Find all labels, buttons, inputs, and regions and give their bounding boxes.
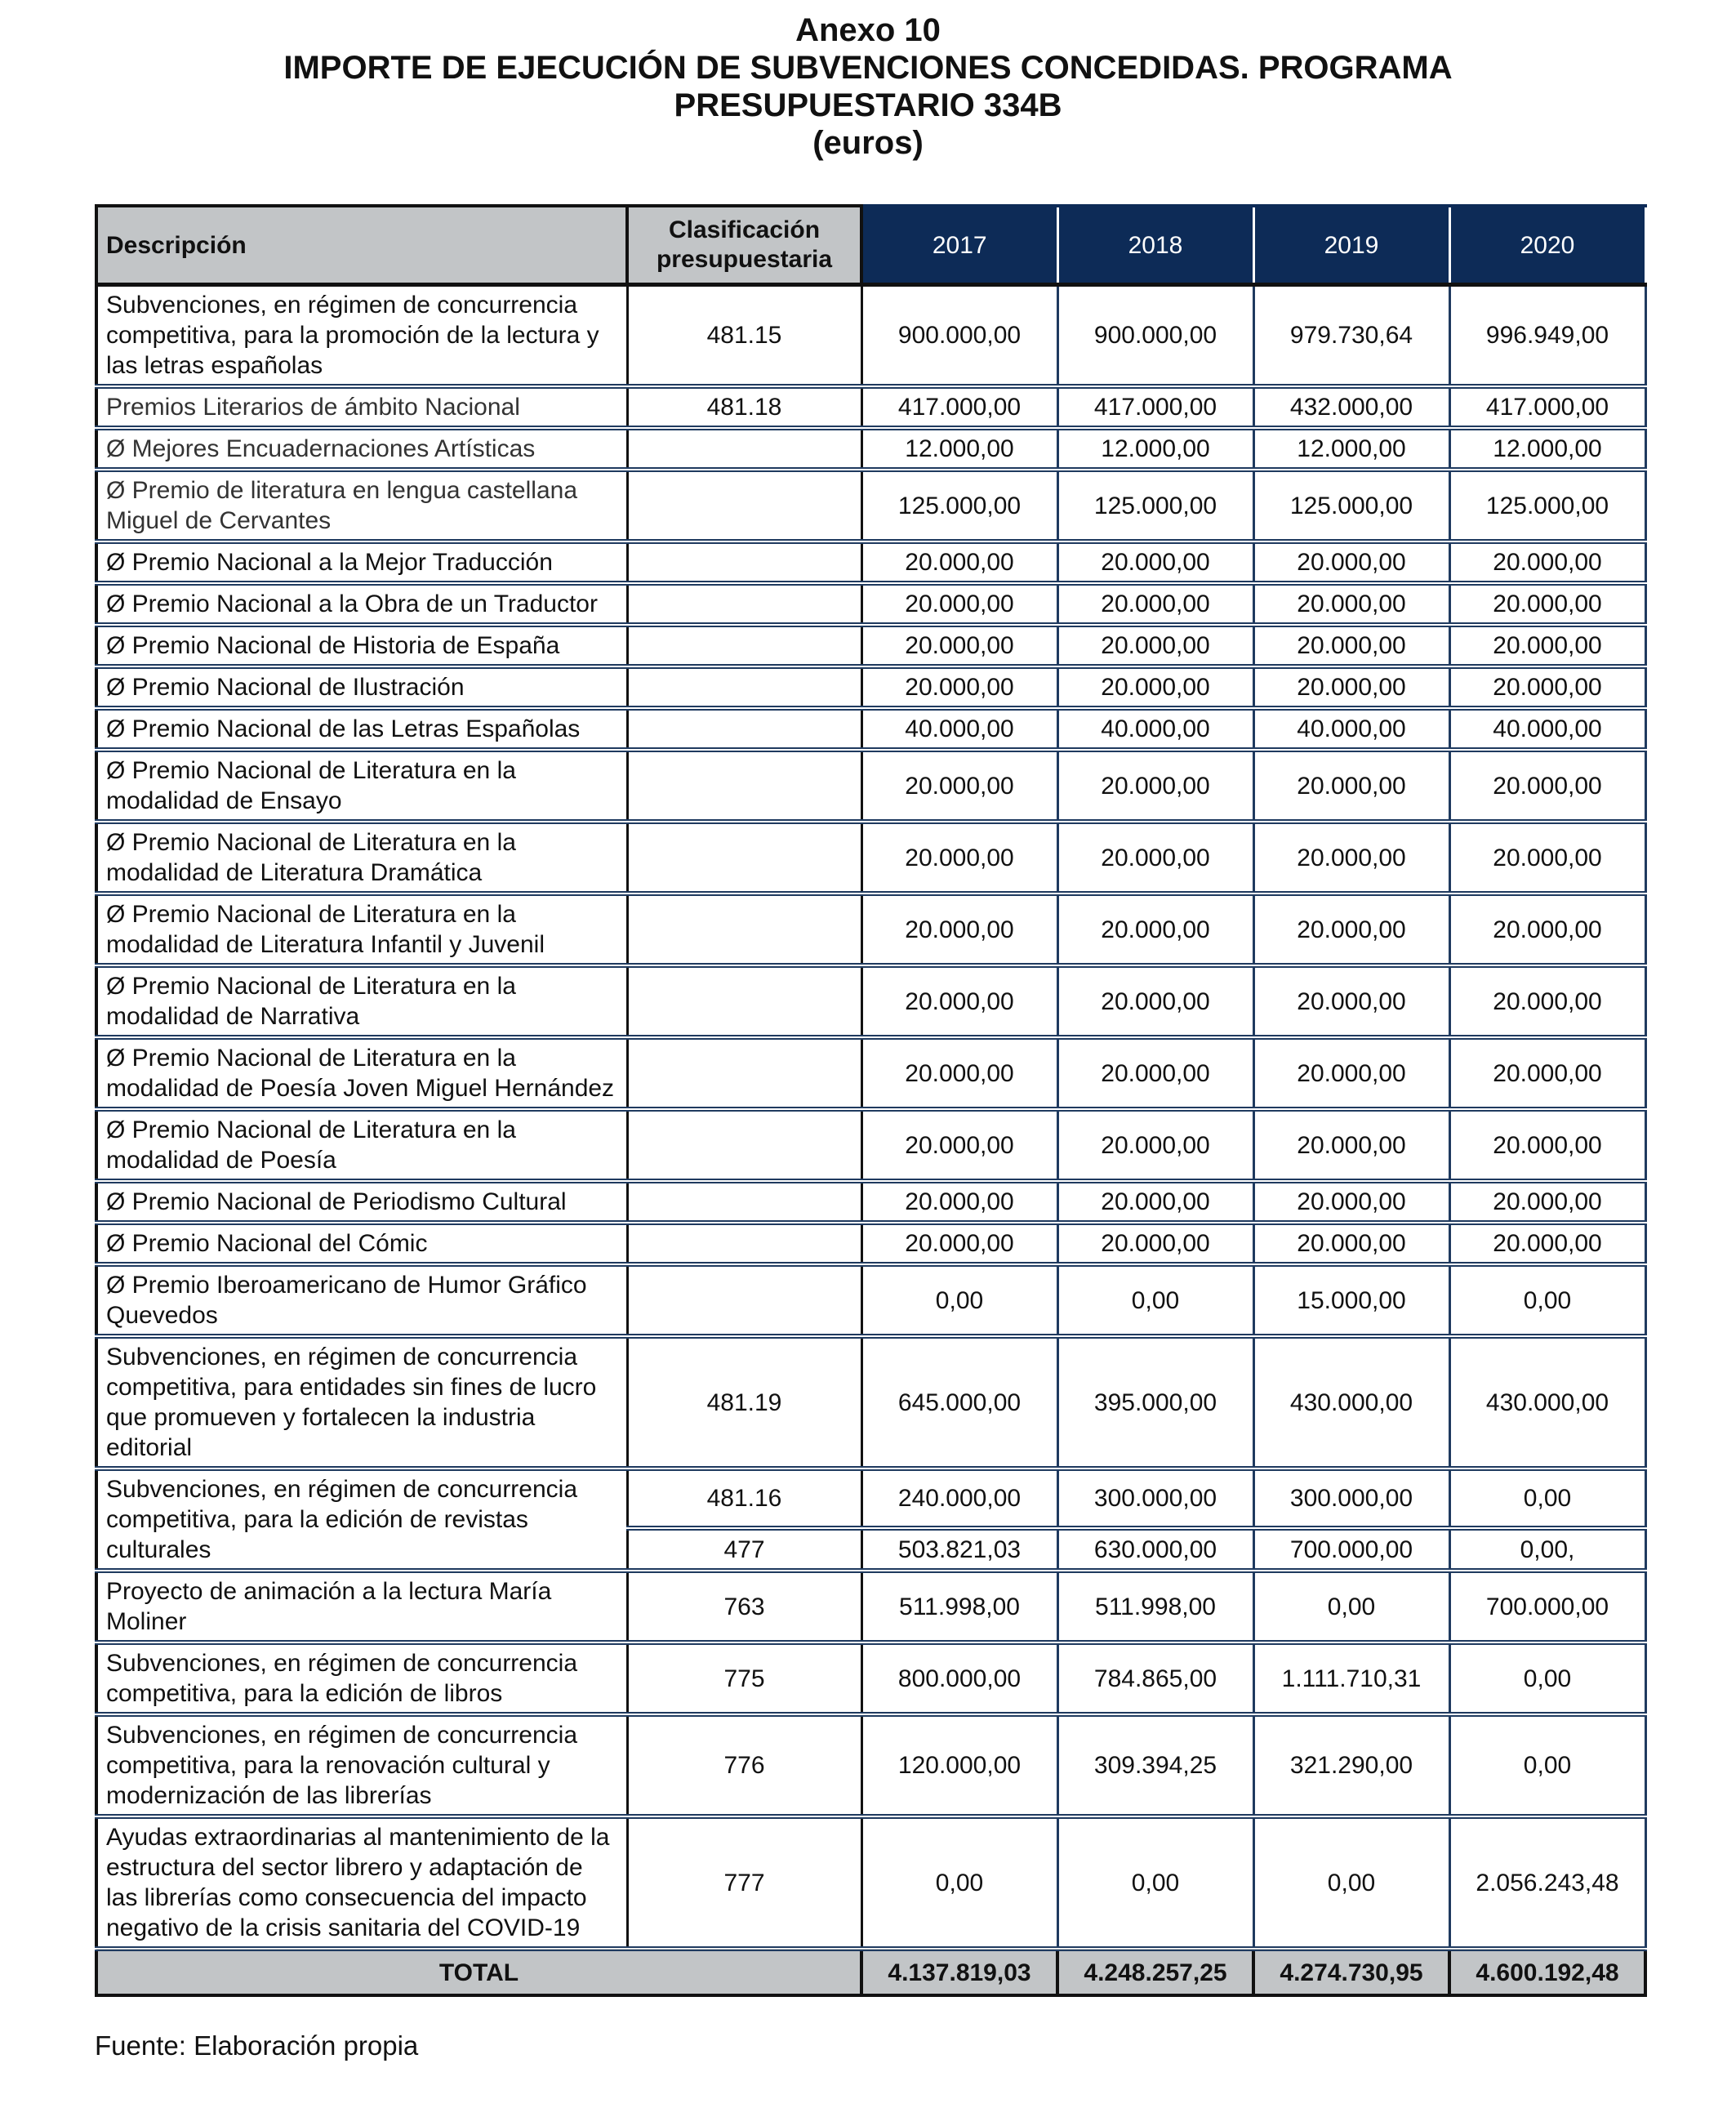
row-classification: [627, 1223, 861, 1264]
total-2020: 4.600.192,48: [1449, 1949, 1645, 1995]
table-row: [96, 1336, 1645, 1469]
column-header-description: Descripción: [96, 206, 627, 285]
row-value-2020: 20.000,00: [1449, 1109, 1645, 1181]
row-value-2019: 20.000,00: [1253, 894, 1449, 965]
row-value-2018: 20.000,00: [1057, 1181, 1253, 1223]
row-value-2017: 900.000,00: [861, 285, 1057, 387]
row-value-2020: 430.000,00: [1449, 1336, 1645, 1469]
row-classification: [627, 750, 861, 822]
row-value-2019: 20.000,00: [1253, 1037, 1449, 1109]
row-classification: [627, 1181, 861, 1223]
row-value-2020: 417.000,00: [1449, 386, 1645, 428]
row-description: Subvenciones, en régimen de concurrencia competitiva, para la edición de libros: [96, 1642, 627, 1714]
row-value-2019: 20.000,00: [1253, 625, 1449, 666]
row-value-2017: 20.000,00: [861, 750, 1057, 822]
table-row: [96, 708, 1645, 750]
row-value-2019: 321.290,00: [1253, 1714, 1449, 1816]
row-classification: [627, 1264, 861, 1336]
table-header-row: [96, 206, 1645, 285]
row-value-2019: 40.000,00: [1253, 708, 1449, 750]
row-description: Proyecto de animación a la lectura María Moliner: [96, 1571, 627, 1642]
row-value-2019: 0,00: [1253, 1571, 1449, 1642]
table-row: [96, 666, 1645, 708]
total-2017: 4.137.819,03: [861, 1949, 1057, 1995]
row-value-2020: 2.056.243,48: [1449, 1816, 1645, 1949]
row-description: Ø Premio Nacional del Cómic: [96, 1223, 627, 1264]
row-value-2020: 0,00: [1449, 1264, 1645, 1336]
row-value-2020: 20.000,00: [1449, 583, 1645, 625]
row-value-2019: 20.000,00: [1253, 666, 1449, 708]
row-value-2018: 0,00: [1057, 1264, 1253, 1336]
row-description: Ø Premio Nacional de Literatura en la modalidad de Poesía: [96, 1109, 627, 1181]
table-row: [96, 1642, 1645, 1714]
row-value-2017: 125.000,00: [861, 470, 1057, 542]
row-description: Ayudas extraordinarias al mantenimiento de la estructura del sector librero y adaptación de las librerías como consecuencia del impacto negativo de la crisis sanitaria del COVID-19: [96, 1816, 627, 1949]
row-description: Ø Premio Nacional de Literatura en la modalidad de Literatura Infantil y Juvenil: [96, 894, 627, 965]
row-classification: 763: [627, 1571, 861, 1642]
row-value-2017: 20.000,00: [861, 822, 1057, 894]
row-value-2017: 20.000,00: [861, 1181, 1057, 1223]
row-value-2019: 20.000,00: [1253, 1109, 1449, 1181]
row-value-2018: 20.000,00: [1057, 822, 1253, 894]
table-row: [96, 822, 1645, 894]
row-value-2018: 309.394,25: [1057, 1714, 1253, 1816]
row-value-2020: 20.000,00: [1449, 1037, 1645, 1109]
row-value-2018: 417.000,00: [1057, 386, 1253, 428]
row-classification: 477: [627, 1528, 861, 1571]
row-value-2020: 40.000,00: [1449, 708, 1645, 750]
table-row: [96, 386, 1645, 428]
row-description: Ø Premio Nacional de Literatura en la modalidad de Poesía Joven Miguel Hernández: [96, 1037, 627, 1109]
table-row: [96, 965, 1645, 1037]
row-classification: [627, 894, 861, 965]
row-value-2019: 300.000,00: [1253, 1469, 1449, 1528]
row-value-2018: 20.000,00: [1057, 625, 1253, 666]
row-description: Subvenciones, en régimen de concurrencia competitiva, para la edición de revistas culturales: [96, 1469, 627, 1571]
table-row: [96, 1571, 1645, 1642]
row-value-2018: 40.000,00: [1057, 708, 1253, 750]
row-value-2017: 645.000,00: [861, 1336, 1057, 1469]
row-value-2017: 20.000,00: [861, 583, 1057, 625]
row-classification: [627, 666, 861, 708]
row-description: Premios Literarios de ámbito Nacional: [96, 386, 627, 428]
row-classification: [627, 1037, 861, 1109]
table-row: [96, 285, 1645, 387]
row-classification: [627, 822, 861, 894]
row-value-2020: 20.000,00: [1449, 965, 1645, 1037]
table-row: [96, 1037, 1645, 1109]
column-header-2020: 2020: [1449, 206, 1645, 285]
row-value-2018: 300.000,00: [1057, 1469, 1253, 1528]
title-line-1: IMPORTE DE EJECUCIÓN DE SUBVENCIONES CONCEDIDAS. PROGRAMA: [283, 50, 1453, 86]
total-label: TOTAL: [96, 1949, 861, 1995]
row-value-2018: 20.000,00: [1057, 894, 1253, 965]
row-value-2017: 503.821,03: [861, 1528, 1057, 1571]
row-value-2018: 20.000,00: [1057, 750, 1253, 822]
row-value-2019: 12.000,00: [1253, 428, 1449, 470]
row-classification: 777: [627, 1816, 861, 1949]
row-value-2020: 20.000,00: [1449, 750, 1645, 822]
table-row: [96, 542, 1645, 583]
row-classification: [627, 1109, 861, 1181]
row-value-2018: 20.000,00: [1057, 1037, 1253, 1109]
row-value-2019: 20.000,00: [1253, 1223, 1449, 1264]
column-header-2018: 2018: [1057, 206, 1253, 285]
row-value-2017: 120.000,00: [861, 1714, 1057, 1816]
row-value-2020: 0,00: [1449, 1642, 1645, 1714]
row-value-2020: 20.000,00: [1449, 625, 1645, 666]
row-description: Ø Premio Nacional a la Obra de un Traductor: [96, 583, 627, 625]
row-classification: 775: [627, 1642, 861, 1714]
row-value-2018: 20.000,00: [1057, 1223, 1253, 1264]
row-classification: [627, 625, 861, 666]
row-classification: 481.18: [627, 386, 861, 428]
table-row: [96, 470, 1645, 542]
table-row: [96, 1714, 1645, 1816]
row-value-2017: 20.000,00: [861, 1223, 1057, 1264]
row-description: Ø Premio Iberoamericano de Humor Gráfico Quevedos: [96, 1264, 627, 1336]
row-value-2018: 12.000,00: [1057, 428, 1253, 470]
row-value-2017: 20.000,00: [861, 542, 1057, 583]
row-classification: 481.15: [627, 285, 861, 387]
row-description: Ø Premio Nacional de Literatura en la modalidad de Literatura Dramática: [96, 822, 627, 894]
row-description: Ø Premio Nacional de Historia de España: [96, 625, 627, 666]
row-description: Subvenciones, en régimen de concurrencia competitiva, para entidades sin fines de lucro que promueven y fortalecen la industria editorial: [96, 1336, 627, 1469]
row-value-2020: 12.000,00: [1449, 428, 1645, 470]
row-value-2017: 20.000,00: [861, 894, 1057, 965]
row-value-2019: 432.000,00: [1253, 386, 1449, 428]
row-value-2018: 900.000,00: [1057, 285, 1253, 387]
row-value-2019: 15.000,00: [1253, 1264, 1449, 1336]
row-value-2018: 784.865,00: [1057, 1642, 1253, 1714]
row-description: Ø Mejores Encuadernaciones Artísticas: [96, 428, 627, 470]
row-value-2019: 430.000,00: [1253, 1336, 1449, 1469]
subsidies-table: [95, 204, 1647, 1997]
row-value-2017: 0,00: [861, 1816, 1057, 1949]
row-description: Ø Premio de literatura en lengua castellana Miguel de Cervantes: [96, 470, 627, 542]
table-row: [96, 1264, 1645, 1336]
row-value-2017: 800.000,00: [861, 1642, 1057, 1714]
total-2019: 4.274.730,95: [1253, 1949, 1449, 1995]
row-value-2019: 1.111.710,31: [1253, 1642, 1449, 1714]
table-row: [96, 428, 1645, 470]
row-description: Ø Premio Nacional a la Mejor Traducción: [96, 542, 627, 583]
row-value-2019: 700.000,00: [1253, 1528, 1449, 1571]
row-value-2017: 417.000,00: [861, 386, 1057, 428]
row-value-2020: 125.000,00: [1449, 470, 1645, 542]
title-line-2: PRESUPUESTARIO 334B: [674, 87, 1062, 123]
row-classification: [627, 583, 861, 625]
row-value-2020: 20.000,00: [1449, 1223, 1645, 1264]
row-value-2017: 20.000,00: [861, 1109, 1057, 1181]
row-value-2017: 20.000,00: [861, 625, 1057, 666]
column-header-2017: 2017: [861, 206, 1057, 285]
row-value-2018: 20.000,00: [1057, 583, 1253, 625]
row-classification: [627, 470, 861, 542]
table-row: [96, 625, 1645, 666]
row-value-2018: 395.000,00: [1057, 1336, 1253, 1469]
row-classification: [627, 708, 861, 750]
row-value-2018: 20.000,00: [1057, 666, 1253, 708]
row-value-2020: 20.000,00: [1449, 822, 1645, 894]
row-value-2018: 20.000,00: [1057, 1109, 1253, 1181]
row-value-2020: 0,00: [1449, 1469, 1645, 1528]
row-value-2018: 125.000,00: [1057, 470, 1253, 542]
row-description: Ø Premio Nacional de Periodismo Cultural: [96, 1181, 627, 1223]
row-description: Ø Premio Nacional de Ilustración: [96, 666, 627, 708]
row-value-2019: 20.000,00: [1253, 822, 1449, 894]
table-row: [96, 894, 1645, 965]
column-header-classification: Clasificación presupuestaria: [627, 206, 861, 285]
source-note: Fuente: Elaboración propia: [95, 2030, 419, 2061]
row-classification: [627, 965, 861, 1037]
table-row: [96, 1109, 1645, 1181]
total-2018: 4.248.257,25: [1057, 1949, 1253, 1995]
row-value-2019: 0,00: [1253, 1816, 1449, 1949]
row-value-2017: 40.000,00: [861, 708, 1057, 750]
row-value-2018: 0,00: [1057, 1816, 1253, 1949]
table-row: [96, 1181, 1645, 1223]
table-row: [96, 1223, 1645, 1264]
table-row: [96, 750, 1645, 822]
row-value-2018: 20.000,00: [1057, 542, 1253, 583]
row-value-2017: 20.000,00: [861, 965, 1057, 1037]
row-classification: [627, 542, 861, 583]
row-value-2018: 630.000,00: [1057, 1528, 1253, 1571]
row-classification: 481.19: [627, 1336, 861, 1469]
row-description: Ø Premio Nacional de Literatura en la modalidad de Narrativa: [96, 965, 627, 1037]
row-value-2019: 20.000,00: [1253, 750, 1449, 822]
row-value-2019: 20.000,00: [1253, 965, 1449, 1037]
row-value-2020: 20.000,00: [1449, 894, 1645, 965]
row-description: Subvenciones, en régimen de concurrencia competitiva, para la renovación cultural y modernización de las librerías: [96, 1714, 627, 1816]
row-value-2020: 0,00,: [1449, 1528, 1645, 1571]
row-value-2017: 12.000,00: [861, 428, 1057, 470]
row-value-2020: 20.000,00: [1449, 542, 1645, 583]
annex-label: Anexo 10: [795, 12, 941, 48]
document-title: [0, 11, 1736, 162]
row-value-2017: 20.000,00: [861, 666, 1057, 708]
row-value-2017: 240.000,00: [861, 1469, 1057, 1528]
row-classification: 776: [627, 1714, 861, 1816]
row-value-2019: 20.000,00: [1253, 542, 1449, 583]
row-description: Subvenciones, en régimen de concurrencia competitiva, para la promoción de la lectura y las letras españolas: [96, 285, 627, 387]
row-value-2017: 20.000,00: [861, 1037, 1057, 1109]
row-value-2017: 0,00: [861, 1264, 1057, 1336]
units-label: (euros): [812, 125, 924, 161]
row-value-2020: 996.949,00: [1449, 285, 1645, 387]
row-value-2019: 979.730,64: [1253, 285, 1449, 387]
table-row: [96, 1469, 1645, 1528]
row-value-2019: 20.000,00: [1253, 583, 1449, 625]
row-value-2020: 700.000,00: [1449, 1571, 1645, 1642]
row-value-2020: 20.000,00: [1449, 1181, 1645, 1223]
row-value-2018: 20.000,00: [1057, 965, 1253, 1037]
row-value-2020: 20.000,00: [1449, 666, 1645, 708]
row-value-2019: 20.000,00: [1253, 1181, 1449, 1223]
row-value-2017: 511.998,00: [861, 1571, 1057, 1642]
row-description: Ø Premio Nacional de las Letras Españolas: [96, 708, 627, 750]
total-row: [96, 1949, 1645, 1995]
column-header-2019: 2019: [1253, 206, 1449, 285]
table-row: [96, 1816, 1645, 1949]
row-value-2020: 0,00: [1449, 1714, 1645, 1816]
row-description: Ø Premio Nacional de Literatura en la modalidad de Ensayo: [96, 750, 627, 822]
row-value-2019: 125.000,00: [1253, 470, 1449, 542]
table-row: [96, 583, 1645, 625]
row-classification: [627, 428, 861, 470]
row-classification: 481.16: [627, 1469, 861, 1528]
row-value-2018: 511.998,00: [1057, 1571, 1253, 1642]
